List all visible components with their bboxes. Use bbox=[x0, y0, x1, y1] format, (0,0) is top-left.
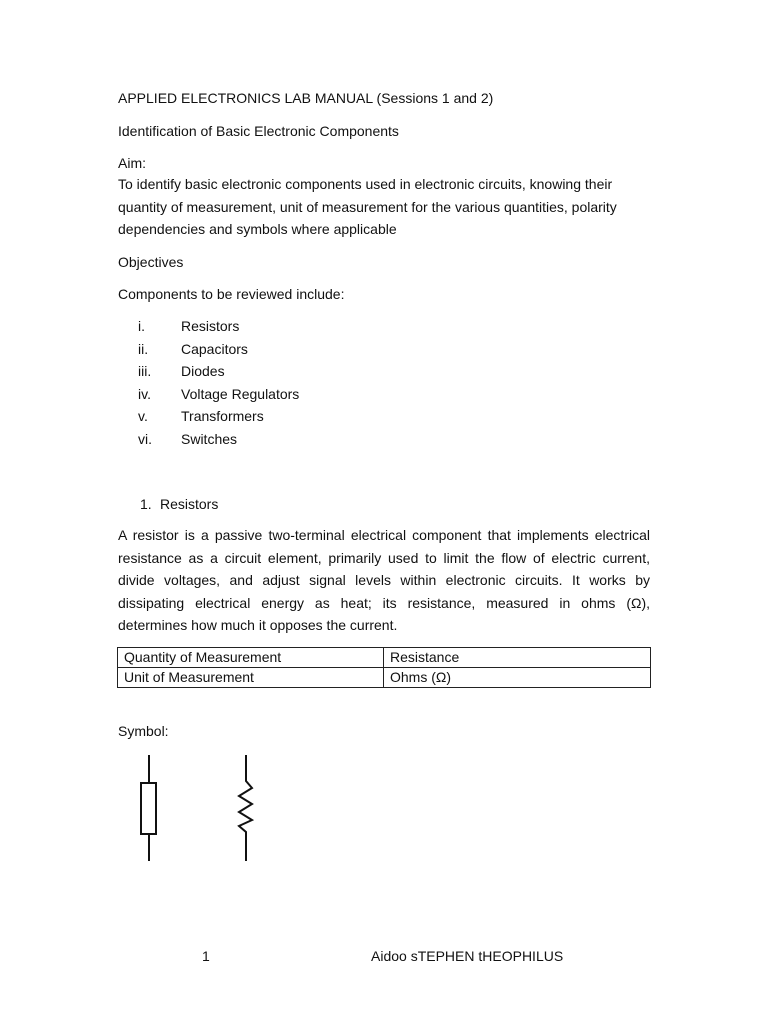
list-item-number: vi. bbox=[138, 430, 152, 447]
footer-page-number: 1 bbox=[202, 948, 210, 964]
document-title: APPLIED ELECTRONICS LAB MANUAL (Sessions 1 and 2) bbox=[118, 90, 494, 106]
section-number: 1. bbox=[140, 496, 152, 512]
document-subtitle: Identification of Basic Electronic Components bbox=[118, 123, 399, 139]
table-row bbox=[118, 668, 651, 688]
resistor-symbols bbox=[125, 752, 275, 867]
aim-label: Aim: bbox=[118, 155, 146, 171]
table-row bbox=[118, 648, 651, 668]
list-item-number: iii. bbox=[138, 363, 152, 379]
measurement-table bbox=[117, 647, 651, 688]
aim-text: To identify basic electronic components used in electronic circuits, knowing their quantity of measurement, unit of measurement for the various quantities, polarity dependencies and symbols where applicable bbox=[118, 176, 617, 237]
list-item-label: Switches bbox=[181, 430, 238, 447]
components-list bbox=[118, 316, 518, 451]
list-item-label: Diodes bbox=[181, 363, 225, 379]
list-item bbox=[118, 339, 518, 362]
list-item-number: ii. bbox=[138, 340, 149, 357]
resistor-description: A resistor is a passive two-terminal electrical component that implements electrical resistance as a circuit element, primarily used to limit the flow of electric current, divide voltages, and adjust signal levels within electronic circuits. It works by dissipating electrical energy as heat; its resistance, measured in ohms (Ω), determines how much it opposes the current. bbox=[118, 527, 650, 633]
list-item-number: v. bbox=[138, 408, 148, 424]
resistor-box-symbol-icon bbox=[141, 755, 156, 861]
table-cell: Ohms (Ω) bbox=[384, 668, 651, 688]
section-heading-resistors bbox=[140, 494, 218, 514]
list-item bbox=[118, 406, 518, 429]
footer-author: Aidoo sTEPHEN tHEOPHILUS bbox=[371, 948, 564, 964]
list-item-label: Voltage Regulators bbox=[181, 385, 300, 402]
list-item bbox=[118, 361, 518, 384]
list-item bbox=[118, 316, 518, 339]
list-item bbox=[118, 384, 518, 407]
list-item bbox=[118, 429, 518, 452]
list-item-number: i. bbox=[138, 318, 145, 334]
resistor-zigzag-symbol-icon bbox=[239, 755, 252, 861]
section-title: Resistors bbox=[160, 496, 219, 512]
list-item-number: iv. bbox=[138, 385, 151, 402]
list-item-label: Resistors bbox=[181, 318, 240, 334]
objectives-label: Objectives bbox=[118, 254, 184, 270]
symbol-label: Symbol: bbox=[118, 723, 169, 739]
components-intro: Components to be reviewed include: bbox=[118, 286, 345, 302]
list-item-label: Capacitors bbox=[181, 340, 248, 357]
table-cell: Quantity of Measurement bbox=[118, 648, 384, 668]
list-item-label: Transformers bbox=[181, 408, 264, 424]
table-cell: Unit of Measurement bbox=[118, 668, 384, 688]
table-cell: Resistance bbox=[384, 648, 651, 668]
